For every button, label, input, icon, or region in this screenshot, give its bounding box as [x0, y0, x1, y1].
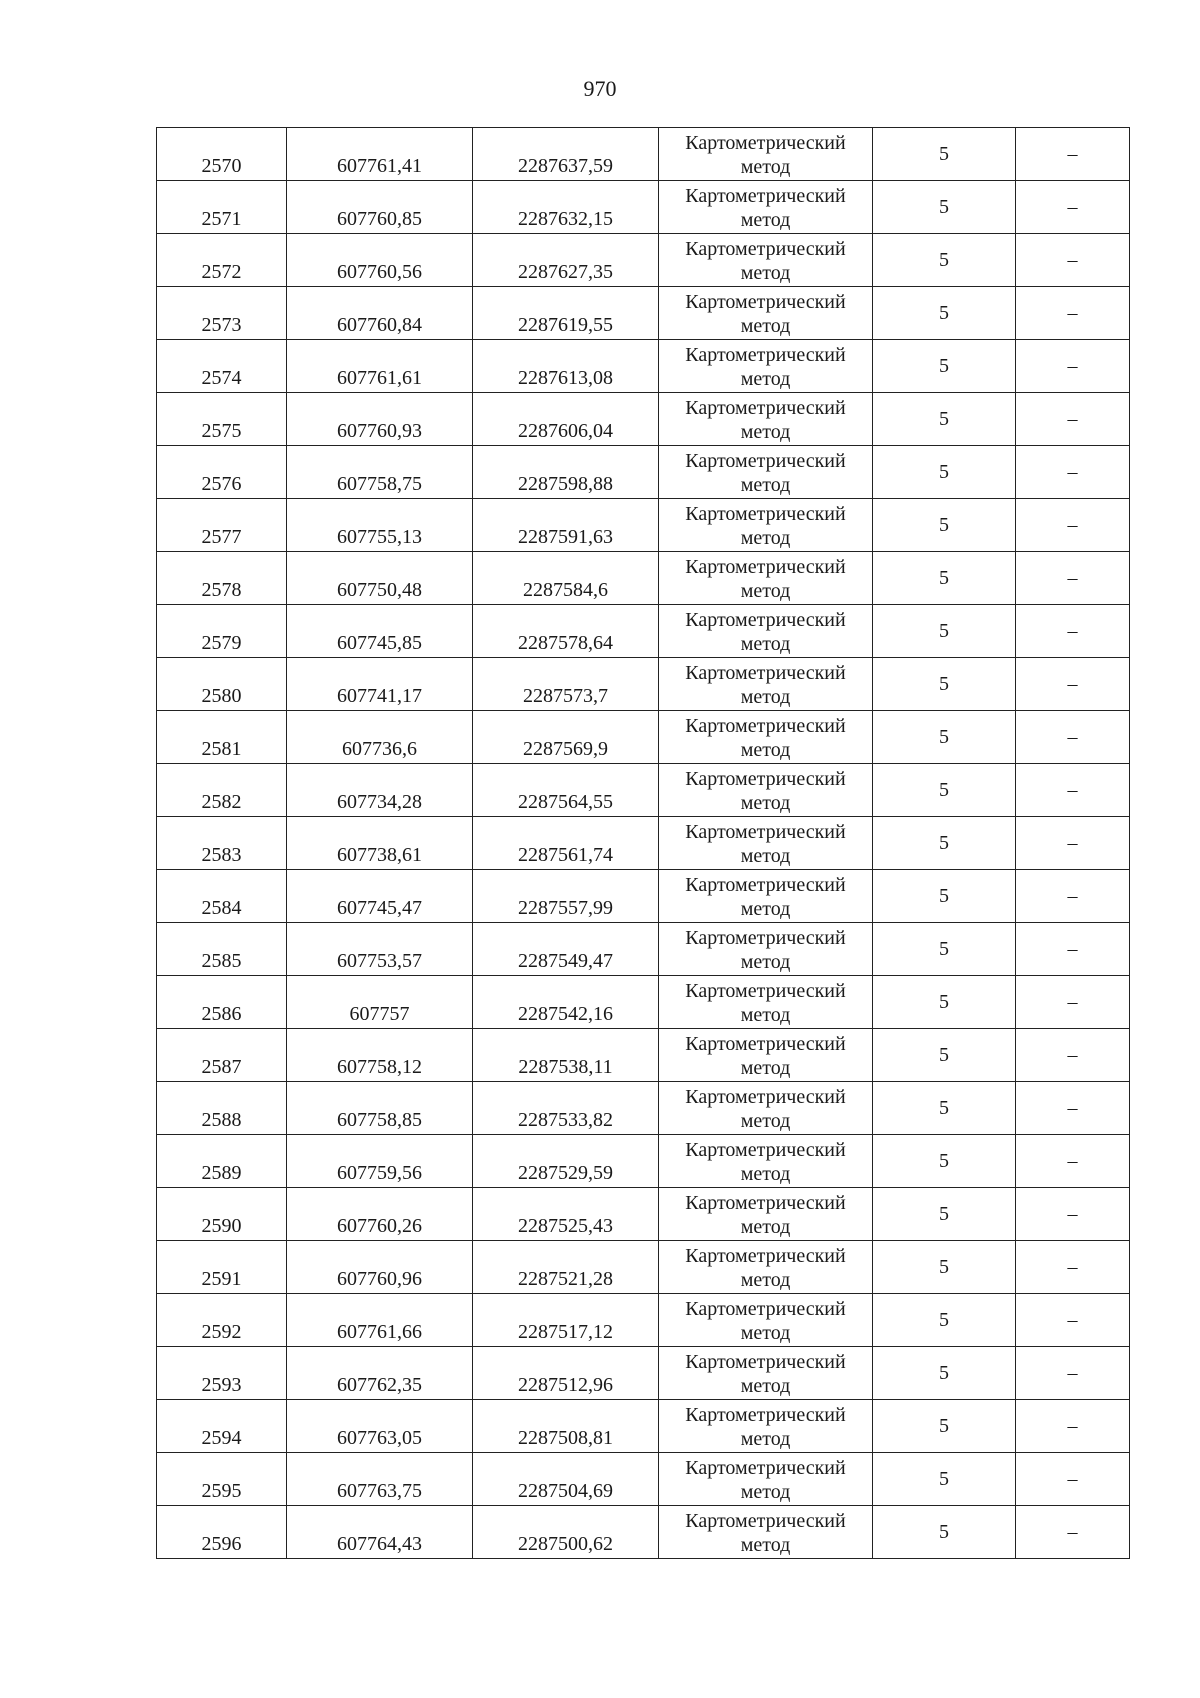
accuracy-cell: 5 [873, 976, 1016, 1029]
method-line-1: Картометрический [685, 1351, 846, 1373]
note-cell: – [1016, 1241, 1130, 1294]
x-coordinate-cell: 607734,28 [287, 764, 473, 817]
point-number-cell: 2572 [157, 234, 287, 287]
table-row [157, 1188, 1130, 1241]
y-coordinate-cell: 2287578,64 [473, 605, 659, 658]
method-line-1: Картометрический [685, 185, 846, 207]
method-line-1: Картометрический [685, 238, 846, 260]
method-line-2: метод [740, 262, 791, 284]
method-line-2: метод [740, 1216, 791, 1238]
note-cell: – [1016, 1453, 1130, 1506]
table-row [157, 923, 1130, 976]
point-number-cell: 2593 [157, 1347, 287, 1400]
x-coordinate-cell: 607757 [287, 976, 473, 1029]
note-cell: – [1016, 817, 1130, 870]
y-coordinate-cell: 2287598,88 [473, 446, 659, 499]
method-line-1: Картометрический [685, 1245, 846, 1267]
x-coordinate-cell: 607761,61 [287, 340, 473, 393]
method-line-1: Картометрический [685, 556, 846, 578]
method-line-1: Картометрический [685, 980, 846, 1002]
x-coordinate-cell: 607750,48 [287, 552, 473, 605]
method-line-2: метод [740, 1375, 791, 1397]
method-cell [659, 446, 873, 499]
method-line-2: метод [740, 580, 791, 602]
method-line-1: Картометрический [685, 874, 846, 896]
point-number-cell: 2596 [157, 1506, 287, 1559]
table-row [157, 1135, 1130, 1188]
table-row [157, 764, 1130, 817]
method-cell [659, 234, 873, 287]
note-cell: – [1016, 393, 1130, 446]
table-row [157, 287, 1130, 340]
x-coordinate-cell: 607741,17 [287, 658, 473, 711]
accuracy-cell: 5 [873, 393, 1016, 446]
table-row [157, 181, 1130, 234]
x-coordinate-cell: 607760,56 [287, 234, 473, 287]
note-cell: – [1016, 1506, 1130, 1559]
y-coordinate-cell: 2287591,63 [473, 499, 659, 552]
method-line-1: Картометрический [685, 450, 846, 472]
method-line-2: метод [740, 1057, 791, 1079]
method-line-2: метод [740, 1163, 791, 1185]
method-cell [659, 393, 873, 446]
y-coordinate-cell: 2287525,43 [473, 1188, 659, 1241]
accuracy-cell: 5 [873, 923, 1016, 976]
method-line-1: Картометрический [685, 1298, 846, 1320]
accuracy-cell: 5 [873, 1347, 1016, 1400]
table-row [157, 1029, 1130, 1082]
method-line-1: Картометрический [685, 662, 846, 684]
point-number-cell: 2590 [157, 1188, 287, 1241]
note-cell: – [1016, 764, 1130, 817]
method-cell [659, 1506, 873, 1559]
y-coordinate-cell: 2287569,9 [473, 711, 659, 764]
table-row [157, 711, 1130, 764]
x-coordinate-cell: 607760,93 [287, 393, 473, 446]
method-line-1: Картометрический [685, 397, 846, 419]
method-line-2: метод [740, 1110, 791, 1132]
accuracy-cell: 5 [873, 658, 1016, 711]
note-cell: – [1016, 181, 1130, 234]
note-cell: – [1016, 1082, 1130, 1135]
method-line-2: метод [740, 898, 791, 920]
method-cell [659, 552, 873, 605]
point-number-cell: 2576 [157, 446, 287, 499]
method-line-2: метод [740, 474, 791, 496]
method-cell [659, 1241, 873, 1294]
table-row [157, 1400, 1130, 1453]
accuracy-cell: 5 [873, 234, 1016, 287]
point-number-cell: 2585 [157, 923, 287, 976]
method-line-2: метод [740, 951, 791, 973]
y-coordinate-cell: 2287504,69 [473, 1453, 659, 1506]
note-cell: – [1016, 923, 1130, 976]
x-coordinate-cell: 607755,13 [287, 499, 473, 552]
note-cell: – [1016, 234, 1130, 287]
x-coordinate-cell: 607760,96 [287, 1241, 473, 1294]
method-line-2: метод [740, 739, 791, 761]
method-line-2: метод [740, 1481, 791, 1503]
y-coordinate-cell: 2287573,7 [473, 658, 659, 711]
note-cell: – [1016, 711, 1130, 764]
method-cell [659, 711, 873, 764]
table-row [157, 658, 1130, 711]
method-line-2: метод [740, 1534, 791, 1556]
method-cell [659, 340, 873, 393]
point-number-cell: 2570 [157, 128, 287, 181]
method-cell [659, 1453, 873, 1506]
y-coordinate-cell: 2287542,16 [473, 976, 659, 1029]
accuracy-cell: 5 [873, 287, 1016, 340]
method-cell [659, 287, 873, 340]
x-coordinate-cell: 607763,75 [287, 1453, 473, 1506]
y-coordinate-cell: 2287606,04 [473, 393, 659, 446]
method-line-1: Картометрический [685, 1457, 846, 1479]
accuracy-cell: 5 [873, 817, 1016, 870]
x-coordinate-cell: 607759,56 [287, 1135, 473, 1188]
y-coordinate-cell: 2287529,59 [473, 1135, 659, 1188]
accuracy-cell: 5 [873, 1294, 1016, 1347]
x-coordinate-cell: 607760,85 [287, 181, 473, 234]
accuracy-cell: 5 [873, 605, 1016, 658]
accuracy-cell: 5 [873, 764, 1016, 817]
accuracy-cell: 5 [873, 1029, 1016, 1082]
y-coordinate-cell: 2287632,15 [473, 181, 659, 234]
accuracy-cell: 5 [873, 446, 1016, 499]
table-row [157, 1453, 1130, 1506]
method-line-1: Картометрический [685, 132, 846, 154]
x-coordinate-cell: 607736,6 [287, 711, 473, 764]
x-coordinate-cell: 607762,35 [287, 1347, 473, 1400]
y-coordinate-cell: 2287549,47 [473, 923, 659, 976]
method-line-2: метод [740, 1269, 791, 1291]
point-number-cell: 2571 [157, 181, 287, 234]
note-cell: – [1016, 287, 1130, 340]
point-number-cell: 2588 [157, 1082, 287, 1135]
accuracy-cell: 5 [873, 1188, 1016, 1241]
method-line-1: Картометрический [685, 344, 846, 366]
point-number-cell: 2582 [157, 764, 287, 817]
method-line-1: Картометрический [685, 1139, 846, 1161]
x-coordinate-cell: 607758,85 [287, 1082, 473, 1135]
table-row [157, 1082, 1130, 1135]
method-cell [659, 128, 873, 181]
method-cell [659, 1188, 873, 1241]
method-line-1: Картометрический [685, 291, 846, 313]
accuracy-cell: 5 [873, 1506, 1016, 1559]
point-number-cell: 2591 [157, 1241, 287, 1294]
method-cell [659, 923, 873, 976]
method-line-2: метод [740, 527, 791, 549]
point-number-cell: 2584 [157, 870, 287, 923]
point-number-cell: 2580 [157, 658, 287, 711]
method-cell [659, 658, 873, 711]
table-body [157, 128, 1130, 1559]
point-number-cell: 2581 [157, 711, 287, 764]
point-number-cell: 2577 [157, 499, 287, 552]
method-cell [659, 499, 873, 552]
note-cell: – [1016, 1294, 1130, 1347]
note-cell: – [1016, 446, 1130, 499]
x-coordinate-cell: 607760,26 [287, 1188, 473, 1241]
x-coordinate-cell: 607763,05 [287, 1400, 473, 1453]
accuracy-cell: 5 [873, 1135, 1016, 1188]
table-row [157, 393, 1130, 446]
method-line-2: метод [740, 156, 791, 178]
coordinates-table [156, 127, 1130, 1559]
x-coordinate-cell: 607760,84 [287, 287, 473, 340]
method-line-1: Картометрический [685, 503, 846, 525]
accuracy-cell: 5 [873, 552, 1016, 605]
method-line-2: метод [740, 1322, 791, 1344]
method-cell [659, 1029, 873, 1082]
note-cell: – [1016, 658, 1130, 711]
point-number-cell: 2579 [157, 605, 287, 658]
table-row [157, 128, 1130, 181]
y-coordinate-cell: 2287508,81 [473, 1400, 659, 1453]
point-number-cell: 2586 [157, 976, 287, 1029]
method-cell [659, 1347, 873, 1400]
table-row [157, 552, 1130, 605]
table-row [157, 1506, 1130, 1559]
method-cell [659, 1135, 873, 1188]
note-cell: – [1016, 499, 1130, 552]
accuracy-cell: 5 [873, 499, 1016, 552]
note-cell: – [1016, 1400, 1130, 1453]
method-line-2: метод [740, 1004, 791, 1026]
x-coordinate-cell: 607758,75 [287, 446, 473, 499]
y-coordinate-cell: 2287512,96 [473, 1347, 659, 1400]
y-coordinate-cell: 2287584,6 [473, 552, 659, 605]
accuracy-cell: 5 [873, 1453, 1016, 1506]
method-line-2: метод [740, 421, 791, 443]
method-line-2: метод [740, 792, 791, 814]
method-line-1: Картометрический [685, 715, 846, 737]
method-line-1: Картометрический [685, 1510, 846, 1532]
method-line-1: Картометрический [685, 1404, 846, 1426]
method-line-1: Картометрический [685, 1033, 846, 1055]
note-cell: – [1016, 552, 1130, 605]
point-number-cell: 2574 [157, 340, 287, 393]
method-line-2: метод [740, 368, 791, 390]
y-coordinate-cell: 2287613,08 [473, 340, 659, 393]
x-coordinate-cell: 607738,61 [287, 817, 473, 870]
method-cell [659, 870, 873, 923]
y-coordinate-cell: 2287619,55 [473, 287, 659, 340]
y-coordinate-cell: 2287561,74 [473, 817, 659, 870]
method-line-1: Картометрический [685, 821, 846, 843]
method-line-2: метод [740, 845, 791, 867]
accuracy-cell: 5 [873, 128, 1016, 181]
x-coordinate-cell: 607758,12 [287, 1029, 473, 1082]
y-coordinate-cell: 2287637,59 [473, 128, 659, 181]
y-coordinate-cell: 2287517,12 [473, 1294, 659, 1347]
y-coordinate-cell: 2287500,62 [473, 1506, 659, 1559]
point-number-cell: 2592 [157, 1294, 287, 1347]
page-number: 970 [583, 76, 617, 101]
note-cell: – [1016, 976, 1130, 1029]
x-coordinate-cell: 607764,43 [287, 1506, 473, 1559]
method-line-1: Картометрический [685, 1192, 846, 1214]
note-cell: – [1016, 870, 1130, 923]
method-cell [659, 1400, 873, 1453]
method-line-1: Картометрический [685, 609, 846, 631]
note-cell: – [1016, 1188, 1130, 1241]
method-line-1: Картометрический [685, 768, 846, 790]
table-row [157, 1294, 1130, 1347]
table-row [157, 234, 1130, 287]
y-coordinate-cell: 2287557,99 [473, 870, 659, 923]
point-number-cell: 2573 [157, 287, 287, 340]
table-row [157, 870, 1130, 923]
accuracy-cell: 5 [873, 1241, 1016, 1294]
table-row [157, 817, 1130, 870]
x-coordinate-cell: 607745,47 [287, 870, 473, 923]
method-line-2: метод [740, 633, 791, 655]
table-row [157, 340, 1130, 393]
method-cell [659, 1082, 873, 1135]
note-cell: – [1016, 340, 1130, 393]
point-number-cell: 2578 [157, 552, 287, 605]
x-coordinate-cell: 607753,57 [287, 923, 473, 976]
method-line-2: метод [740, 686, 791, 708]
table-row [157, 976, 1130, 1029]
note-cell: – [1016, 128, 1130, 181]
method-line-1: Картометрический [685, 927, 846, 949]
method-line-1: Картометрический [685, 1086, 846, 1108]
y-coordinate-cell: 2287538,11 [473, 1029, 659, 1082]
point-number-cell: 2583 [157, 817, 287, 870]
point-number-cell: 2575 [157, 393, 287, 446]
method-cell [659, 181, 873, 234]
point-number-cell: 2587 [157, 1029, 287, 1082]
method-line-2: метод [740, 315, 791, 337]
table-row [157, 446, 1130, 499]
table-row [157, 499, 1130, 552]
y-coordinate-cell: 2287521,28 [473, 1241, 659, 1294]
point-number-cell: 2594 [157, 1400, 287, 1453]
accuracy-cell: 5 [873, 870, 1016, 923]
y-coordinate-cell: 2287533,82 [473, 1082, 659, 1135]
table-row [157, 605, 1130, 658]
accuracy-cell: 5 [873, 1082, 1016, 1135]
method-line-2: метод [740, 1428, 791, 1450]
x-coordinate-cell: 607761,41 [287, 128, 473, 181]
method-cell [659, 764, 873, 817]
method-cell [659, 976, 873, 1029]
note-cell: – [1016, 1135, 1130, 1188]
y-coordinate-cell: 2287564,55 [473, 764, 659, 817]
accuracy-cell: 5 [873, 1400, 1016, 1453]
x-coordinate-cell: 607745,85 [287, 605, 473, 658]
method-cell [659, 1294, 873, 1347]
accuracy-cell: 5 [873, 711, 1016, 764]
note-cell: – [1016, 605, 1130, 658]
method-cell [659, 817, 873, 870]
point-number-cell: 2589 [157, 1135, 287, 1188]
accuracy-cell: 5 [873, 340, 1016, 393]
note-cell: – [1016, 1347, 1130, 1400]
note-cell: – [1016, 1029, 1130, 1082]
point-number-cell: 2595 [157, 1453, 287, 1506]
table-row [157, 1241, 1130, 1294]
y-coordinate-cell: 2287627,35 [473, 234, 659, 287]
method-cell [659, 605, 873, 658]
accuracy-cell: 5 [873, 181, 1016, 234]
method-line-2: метод [740, 209, 791, 231]
table-row [157, 1347, 1130, 1400]
x-coordinate-cell: 607761,66 [287, 1294, 473, 1347]
